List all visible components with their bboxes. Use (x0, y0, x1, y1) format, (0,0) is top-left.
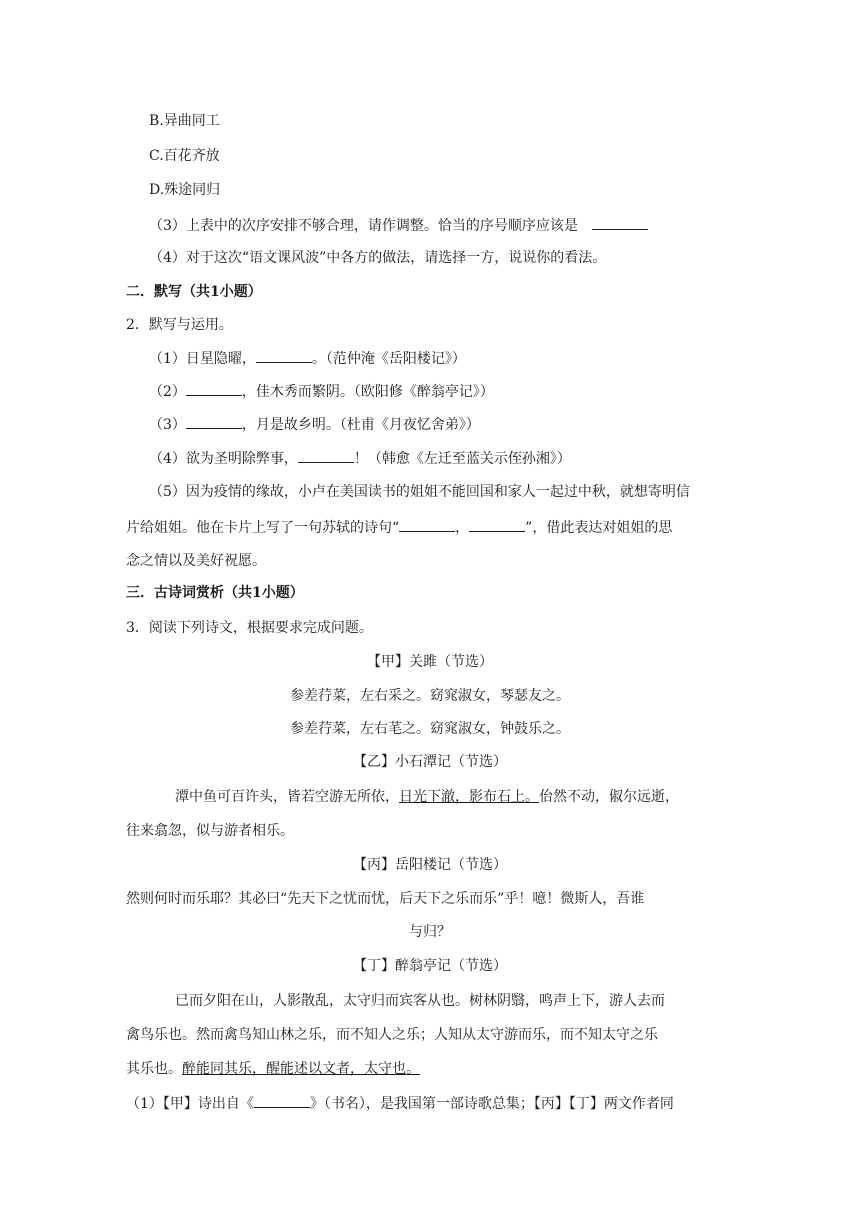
q2-line1-a: （1）日星隐曜， (149, 351, 256, 367)
yi-line2: 往来翕忽，似与游者相乐。 (126, 823, 294, 839)
q2-line2 (149, 381, 494, 402)
q2-line3-b: ，月是故乡明。（杜甫《月夜忆舍弟》） (241, 417, 480, 433)
q2-line5-2-c: ”，借此表达对姐姐的思 (525, 520, 673, 536)
q3-intro: 3．阅读下列诗文，根据要求完成问题。 (126, 620, 373, 636)
q3-sub1 (126, 1093, 674, 1114)
ding-line1: 已而夕阳在山，人影散乱，太守归而宾客从也。树林阴翳，鸣声上下，游人去而 (175, 993, 665, 1009)
q2-line4 (149, 448, 571, 469)
yi-line1-b: 佁然不动，俶尔远逝， (539, 789, 679, 805)
q1-sub3-text: （3）上表中的次序安排不够合理，请作调整。恰当的序号顺序应该是 (149, 218, 578, 234)
q2-line5-3: 念之情以及美好祝愿。 (126, 553, 266, 569)
q1-sub3 (149, 215, 648, 236)
section3-heading: 三．古诗词赏析（共1小题） (126, 585, 304, 601)
q2-line2-a: （2） (149, 384, 186, 400)
answer-blank[interactable] (254, 1093, 310, 1108)
answer-blank[interactable] (399, 517, 455, 532)
option-b: B.异曲同工 (149, 113, 220, 129)
q3-sub1-b: 》（书名），是我国第一部诗歌总集；【丙】【丁】两文作者同 (309, 1096, 674, 1112)
q2-line4-a: （4）欲为圣明除弊事， (149, 451, 298, 467)
answer-blank[interactable] (469, 517, 525, 532)
q2-line5-2-b: ， (455, 520, 470, 536)
q3-sub1-a: （1）【甲】诗出自《 (126, 1096, 254, 1112)
yi-line1-a: 潭中鱼可百许头，皆若空游无所依， (175, 789, 399, 805)
section2-heading: 二．默写（共1小题） (126, 284, 262, 300)
q2-line5-2 (126, 517, 672, 538)
jia-line1: 参差荇菜，左右采之。窈窕淑女，琴瑟友之。 (290, 688, 570, 704)
option-d: D.殊途同归 (149, 182, 221, 198)
yi-line1-underlined: 日光下澈，影布石上。 (399, 789, 539, 805)
ding-line3-underlined: 醉能同其乐，醒能述以文者，太守也。 (182, 1061, 420, 1077)
yi-title: 【乙】小石潭记（节选） (353, 754, 507, 770)
q2-intro: 2．默写与运用。 (126, 317, 233, 333)
bing-line1: 然则何时而乐耶？其必曰“先天下之忧而忧，后天下之乐而乐”乎！噫！微斯人，吾谁 (126, 891, 645, 907)
ding-line3-a: 其乐也。 (126, 1061, 182, 1077)
q2-line3 (149, 414, 480, 435)
q2-line1-b: 。（范仲淹《岳阳楼记》） (311, 351, 466, 367)
jia-line2: 参差荇菜，左右芼之。窈窕淑女，钟鼓乐之。 (290, 721, 570, 737)
answer-blank[interactable] (298, 448, 354, 463)
q1-sub4: （4）对于这次“语文课风波”中各方的做法，请选择一方，说说你的看法。 (149, 250, 607, 266)
answer-blank[interactable] (186, 414, 242, 429)
ding-line3 (126, 1059, 420, 1079)
answer-blank[interactable] (186, 381, 242, 396)
answer-blank[interactable] (256, 348, 312, 363)
q2-line1 (149, 348, 466, 369)
bing-title: 【丙】岳阳楼记（节选） (353, 857, 507, 873)
jia-title: 【甲】关雎（节选） (367, 654, 493, 670)
ding-line2: 禽鸟乐也。然而禽鸟知山林之乐，而不知人之乐；人知从太守游而乐，而不知太守之乐 (126, 1027, 658, 1043)
ding-title: 【丁】醉翁亭记（节选） (353, 958, 507, 974)
q2-line5-1: （5）因为疫情的缘故，小卢在美国读书的姐姐不能回国和家人一起过中秋，就想寄明信 (149, 484, 690, 500)
bing-line2: 与归？ (409, 924, 451, 940)
answer-blank[interactable] (592, 215, 648, 230)
q2-line2-b: ，佳木秀而繁阴。（欧阳修《醉翁亭记》） (241, 384, 494, 400)
yi-line1 (175, 787, 679, 807)
option-c: C.百花齐放 (149, 148, 220, 164)
q2-line3-a: （3） (149, 417, 186, 433)
q2-line5-2-a: 片给姐姐。他在卡片上写了一句苏轼的诗句“ (126, 520, 400, 536)
q2-line4-b: ！（韩愈《左迁至蓝关示侄孙湘》） (353, 451, 571, 467)
